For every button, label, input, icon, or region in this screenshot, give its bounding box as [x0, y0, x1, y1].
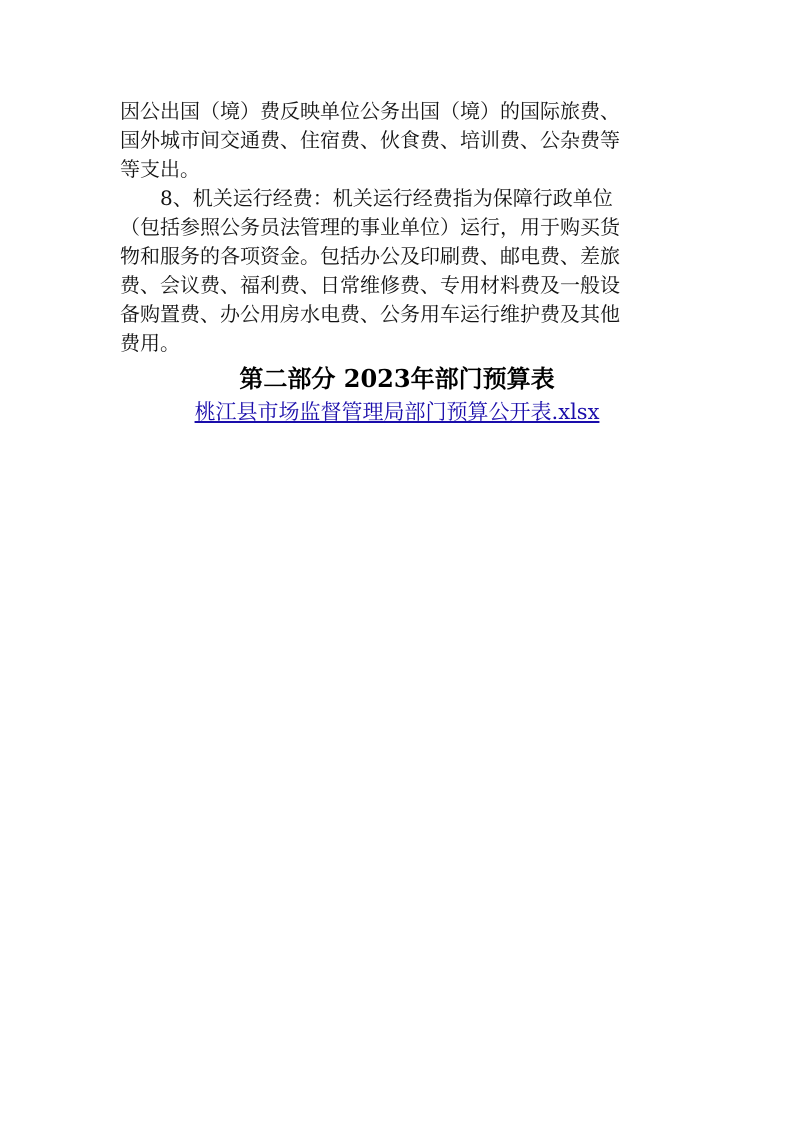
attachment-link-container	[0, 397, 794, 427]
paragraph-line: 因公出国（境）费反映单位公务出国（境）的国际旅费、	[120, 99, 620, 123]
paragraph-line: 费、会议费、福利费、日常维修费、专用材料费及一般设	[120, 273, 620, 297]
paragraph-operating-expenses	[120, 184, 680, 358]
budget-spreadsheet-link[interactable]: 桃江县市场监督管理局部门预算公开表.xlsx	[194, 400, 600, 424]
paragraph-line: 等支出。	[120, 157, 200, 181]
paragraph-line: 物和服务的各项资金。包括办公及印刷费、邮电费、差旅	[120, 244, 620, 268]
paragraph-line: 国外城市间交通费、住宿费、伙食费、培训费、公杂费等	[120, 128, 620, 152]
section-title: 第二部分 2023年部门预算表	[239, 364, 555, 393]
paragraph-travel-expenses	[120, 97, 680, 184]
paragraph-line: 备购置费、办公用房水电费、公务用车运行维护费及其他	[120, 302, 620, 326]
paragraph-line: （包括参照公务员法管理的事业单位）运行，用于购买货	[120, 215, 620, 239]
paragraph-line: 8、机关运行经费：机关运行经费指为保障行政单位	[120, 186, 613, 210]
paragraph-line: 费用。	[120, 331, 180, 355]
